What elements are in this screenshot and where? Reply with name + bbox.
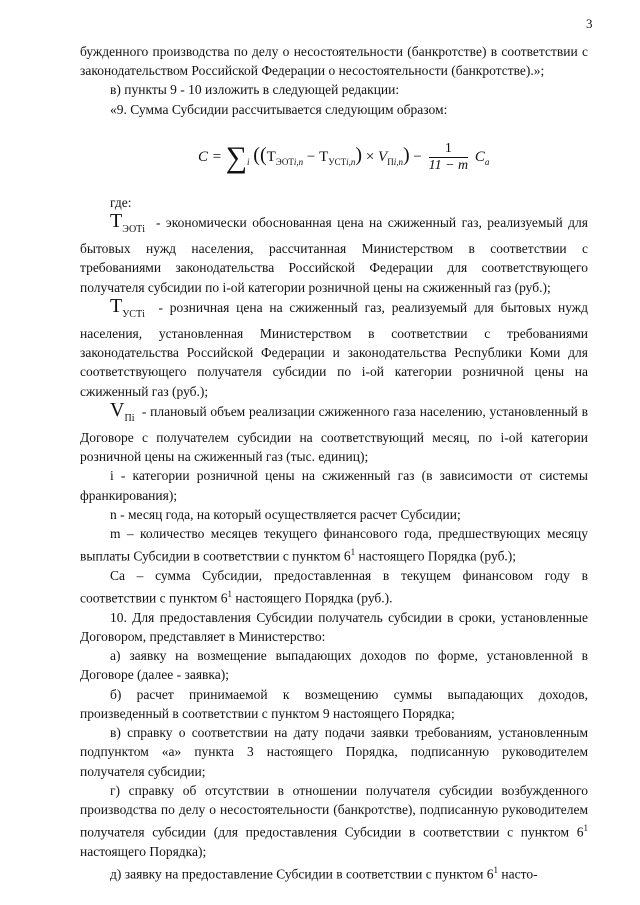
formula-times: × (365, 148, 375, 165)
formula-t-eot-index: i,n (293, 156, 304, 167)
formula-lhs: C = (198, 148, 222, 165)
formula-ca: C (474, 148, 485, 165)
item-a: а) заявку на возмещение выпадающих доходов по форме, установленной в Договоре (далее - заявка); (80, 648, 588, 683)
definition-ca: Ca – сумма Субсидии, предоставленная в текущем финансовом году в соответствии с пунктом $6^1$ настоящего Порядка (руб.). (80, 567, 588, 606)
item-v: в) справку о соответствии на дату подачи заявки требованиям, установленным подпунктом «а» пункта 3 настоящего Порядка, подписанную руководителем получателя субсидии; (80, 725, 588, 779)
formula-t-eot: Т (266, 148, 276, 165)
symbol-t-ust: $Т_{УСТi}$ (110, 294, 145, 320)
formula-v: V (378, 148, 388, 165)
formula-ca-sub: a (484, 156, 490, 167)
formula-fraction-numerator: 1 (429, 141, 469, 158)
page-number: 3 (586, 16, 593, 31)
formula-t-ust-index: i,n (346, 156, 356, 167)
item-d: д) заявку на предоставление Субсидии в соответствии с пунктом $6^1$ насто- (110, 865, 538, 882)
definition-t-ust: $Т_{УСТi}$ - розничная цена на сжиженный газ, реализуемый для бытовых нужд населения, установленная Министерством в соответствии с требованиями законодательства Российской Федерации и законодательства Республики Коми для соответствующего получателя субсидии по i-ой категории розничной цены на сжиженный газ (руб.); (80, 294, 589, 399)
paragraph-9: «9. Сумма Субсидии рассчитывается следующим образом: (110, 101, 448, 117)
item-b: б) расчет принимаемой к возмещению суммы выпадающих доходов, произведенный в соответствии с пунктом 9 настоящего Порядка; (80, 686, 588, 721)
formula-t-ust-sub: УСТ (328, 156, 347, 167)
definition-v: $V_{Пi}$ - плановый объем реализации сжиженного газа населению, установленный в Договоре с получателем субсидии на соответствующий месяц, по i-ой категории розничной цены на сжиженный газ (тыс. единиц); (80, 398, 588, 465)
formula-t-ust: Т (319, 148, 329, 165)
formula-sum-index: i (247, 156, 250, 167)
symbol-t-eot: $Т_{ЭОТi}$ (110, 210, 146, 236)
paragraph-amendment-b: в) пункты 9 - 10 изложить в следующей редакции: (110, 82, 400, 98)
definition-m: m – количество месяцев текущего финансового года, предшествующих месяцу выплаты Субсидии в соответствии с пунктом $6^1$ настоящего Порядка (руб.); (80, 526, 588, 564)
formula-fraction (429, 141, 469, 174)
formula-t-eot-sub: ЭОТ (275, 156, 294, 167)
formula-minus-2: − (413, 148, 422, 165)
formula-v-sub: П (387, 156, 394, 167)
subsidy-formula: $C = \sum_i$ $((Т_{ЭОТi,n} - Т_{УСТi,n}) \times V_{Пi,n})$ − $\frac{1}{11 - m}$ $C_a$ (198, 140, 490, 174)
formula-v-index: i,n (393, 156, 403, 167)
formula-sum-sign: ∑ (225, 140, 248, 174)
paragraph-intro: бужденного производства по делу о несостоятельности (банкротстве) в соответствии с законодательством Российской Федерации о несостоятельности (банкротстве).»; (80, 44, 588, 79)
definition-n: n - месяц года, на который осуществляется расчет Субсидии; (110, 506, 461, 522)
where-label: где: (110, 194, 132, 210)
formula-minus: − (306, 148, 316, 165)
formula-fraction-denominator: 11 − m (428, 157, 469, 173)
definition-i: i - категории розничной цены на сжиженный газ (в зависимости от системы франкирования); (80, 468, 588, 503)
item-g: г) справку об отсутствии в отношении получателя субсидии возбужденного производства по делу о несостоятельности (банкротстве), подписанную руководителем получателя субсидии (для предоставления Субсидии в соответствии с пунктом $6^1$ настоящего Порядка); (80, 782, 588, 859)
symbol-v: $V_{Пi}$ (110, 398, 135, 424)
paragraph-10: 10. Для предоставления Субсидии получатель субсидии в сроки, установленные Договором, представляет в Министерство: (80, 609, 588, 645)
document-body (80, 42, 588, 884)
definition-t-eot: $Т_{ЭОТi}$ - экономически обоснованная цена на сжиженный газ, реализуемый для бытовых нужд населения, рассчитанная Министерством в соответствии с требованиями законодательства Российской Федерации для соответствующего получателя субсидии по i-ой категории розничной цены на сжиженный газ (руб.); (80, 210, 588, 295)
